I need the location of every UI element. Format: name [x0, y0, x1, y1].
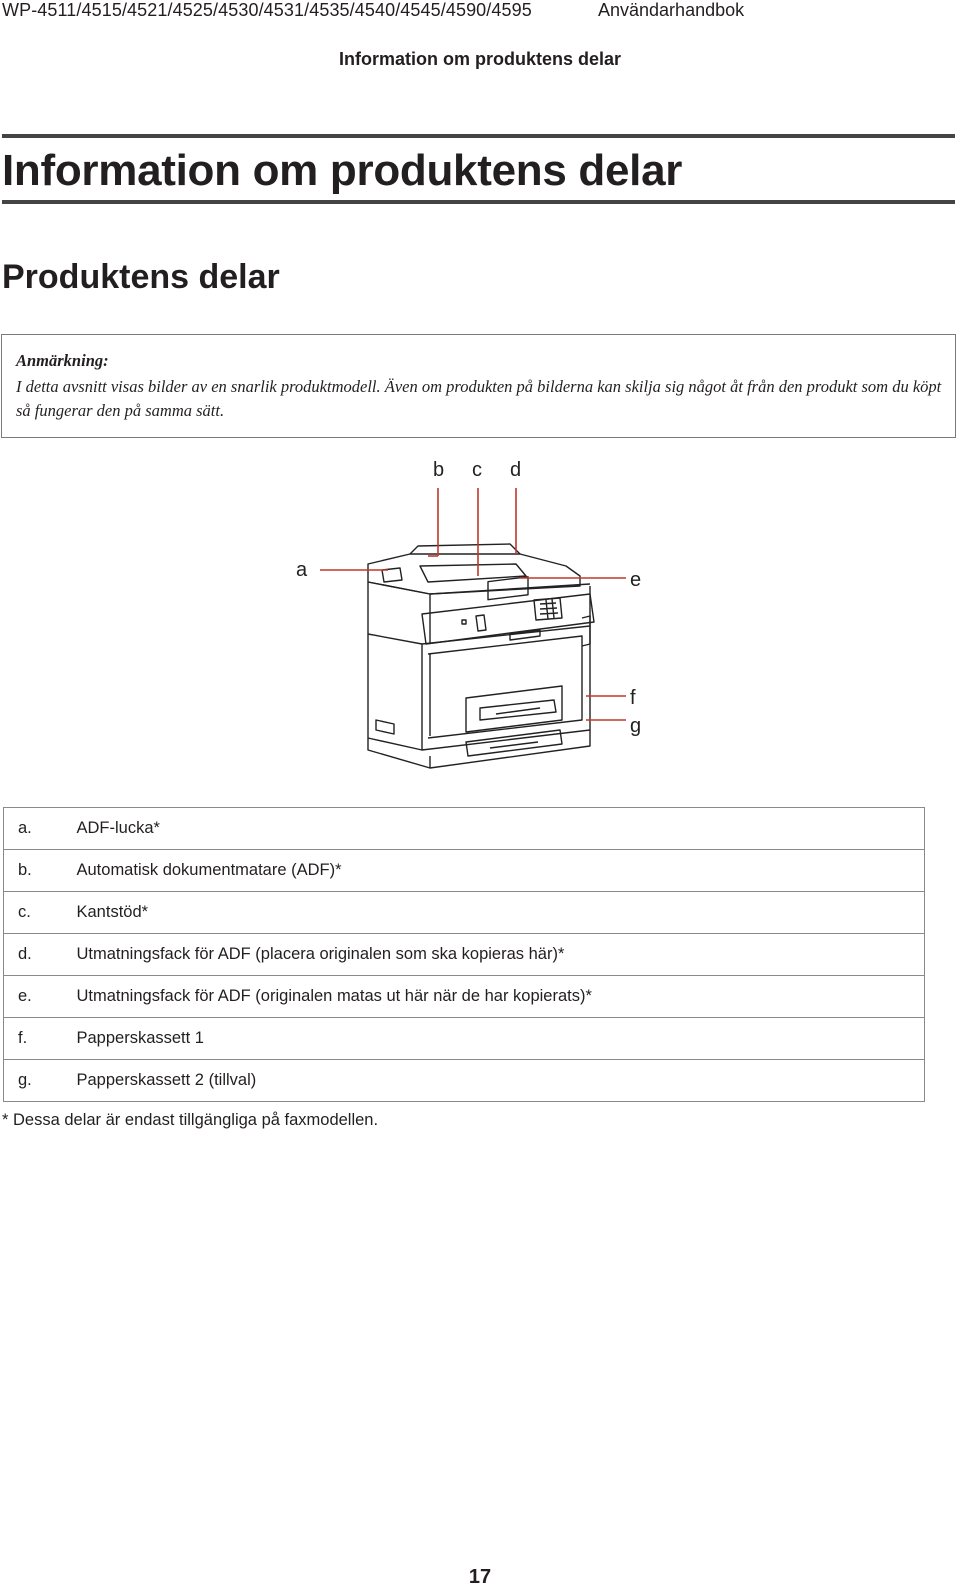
part-description: Papperskassett 1: [59, 1018, 925, 1060]
note-heading: Anmärkning:: [16, 351, 109, 370]
part-letter: f.: [4, 1018, 59, 1060]
printer-figure: [290, 458, 670, 788]
chapter-rule-bottom: [2, 200, 955, 204]
parts-table: [3, 807, 925, 1102]
printer-illustration: [290, 458, 670, 788]
part-letter: b.: [4, 850, 59, 892]
part-description: Utmatningsfack för ADF (placera originalen som ska kopieras här)*: [59, 934, 925, 976]
note-box: [1, 334, 956, 438]
part-description: Kantstöd*: [59, 892, 925, 934]
table-row: [4, 976, 925, 1018]
table-row: [4, 850, 925, 892]
label-b: b: [433, 459, 445, 481]
running-header: [0, 0, 960, 26]
table-row: [4, 1060, 925, 1102]
label-a: a: [296, 559, 308, 581]
part-letter: d.: [4, 934, 59, 976]
chapter-title: Information om produktens delar: [2, 146, 683, 195]
label-e: e: [630, 569, 642, 591]
label-g: g: [630, 715, 642, 737]
part-letter: g.: [4, 1060, 59, 1102]
handbook-label: Användarhandbok: [598, 0, 745, 20]
part-letter: a.: [4, 808, 59, 850]
part-description: Utmatningsfack för ADF (originalen matas ut här när de har kopierats)*: [59, 976, 925, 1018]
label-d: d: [510, 459, 522, 481]
chapter-rule-top: [2, 134, 955, 138]
part-letter: c.: [4, 892, 59, 934]
running-section-title: Information om produktens delar: [338, 49, 622, 69]
part-description: Papperskassett 2 (tillval): [59, 1060, 925, 1102]
table-row: [4, 808, 925, 850]
label-f: f: [630, 687, 636, 709]
part-description: Automatisk dokumentmatare (ADF)*: [59, 850, 925, 892]
page-number: 17: [468, 1566, 492, 1588]
section-title: Produktens delar: [2, 258, 280, 296]
label-c: c: [472, 459, 482, 481]
footnote: * Dessa delar är endast tillgängliga på faxmodellen.: [2, 1111, 379, 1129]
table-row: [4, 934, 925, 976]
table-row: [4, 1018, 925, 1060]
part-description: ADF-lucka*: [59, 808, 925, 850]
part-letter: e.: [4, 976, 59, 1018]
table-row: [4, 892, 925, 934]
model-list: WP-4511/4515/4521/4525/4530/4531/4535/4540/4545/4590/4595: [2, 0, 532, 20]
note-text: I detta avsnitt visas bilder av en snarlik produktmodell. Även om produkten på bilderna kan skilja sig något åt från den produkt som du köpt så fungerar den på samma sätt.: [16, 377, 942, 420]
